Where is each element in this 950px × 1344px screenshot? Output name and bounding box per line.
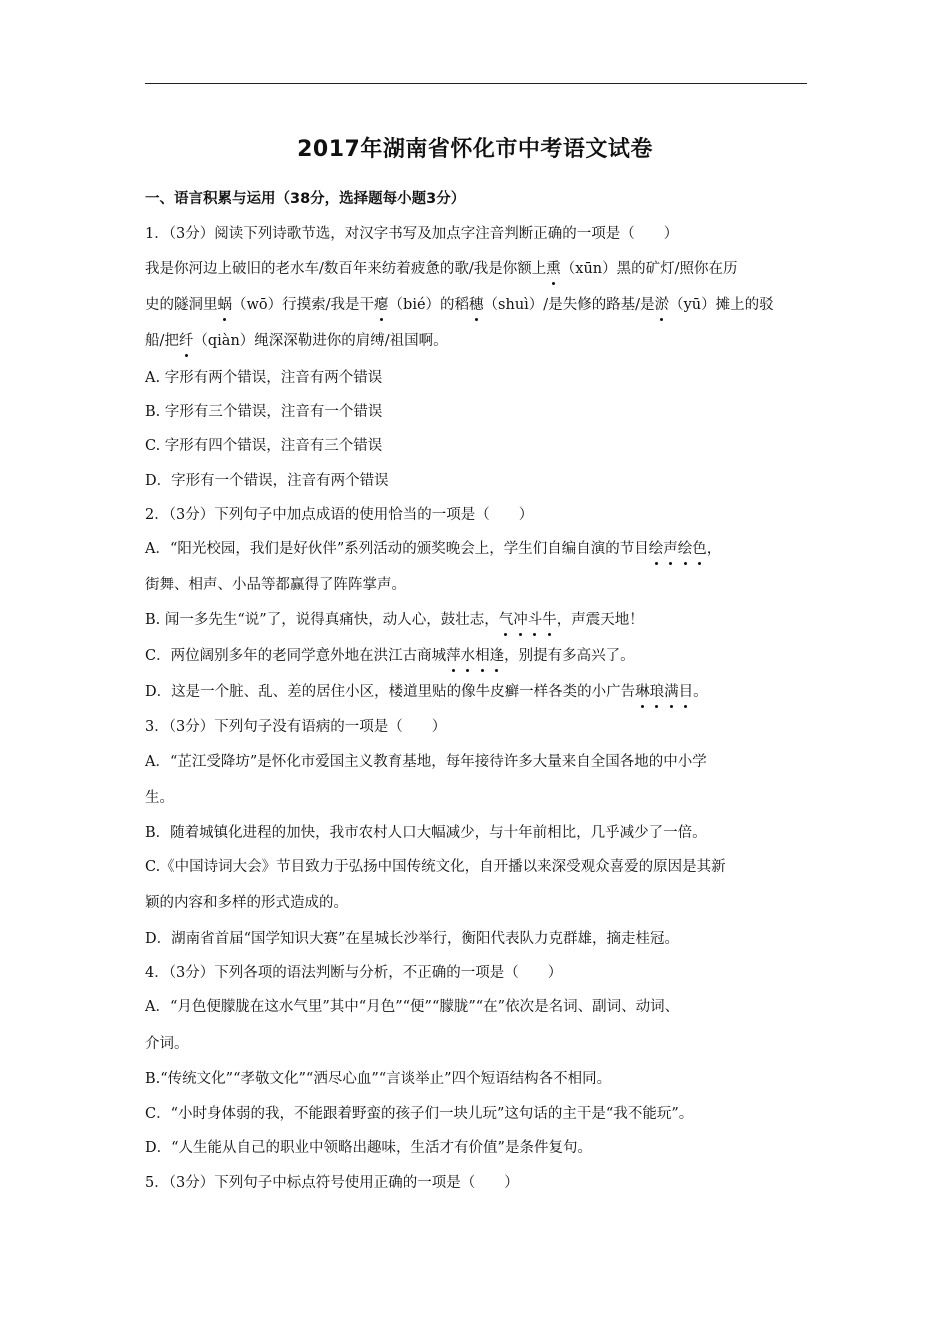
dotted-char: 萍 xyxy=(446,648,461,664)
q1-poem-line-1: 我是你河边上破旧的老水车/数百年来纺着疲惫的歌/我是你额上熏（xūn）黑的矿灯/照你在历 xyxy=(145,261,738,277)
dotted-char: 淤 xyxy=(654,297,670,313)
q3-stem: 3．（3分）下列句子没有语病的一项是（ ） xyxy=(145,719,447,735)
q2-stem: 2．（3分）下列句子中加点成语的使用恰当的一项是（ ） xyxy=(145,507,534,523)
dotted-char: 满 xyxy=(664,684,679,700)
dotted-char: 声 xyxy=(663,541,678,557)
header-rule xyxy=(145,83,807,84)
dotted-char: 熏 xyxy=(546,261,561,277)
dotted-idiom xyxy=(635,684,693,700)
page-title: 2017年湖南省怀化市中考语文试卷 xyxy=(297,137,653,162)
q5-stem: 5．（3分）下列句子中标点符号使用正确的一项是（ ） xyxy=(145,1175,519,1191)
dotted-char: 气 xyxy=(498,612,514,628)
q1-stem: 1．（3分）阅读下列诗歌节选，对汉字书写及加点字注音判断正确的一项是（ ） xyxy=(145,226,679,242)
q1-poem-line-2: 史的隧洞里蜗（wō）行摸索/我是干瘪（bié）的稻穗（shuì）/是失修的路基/是淤（yū）摊上的驳 xyxy=(145,297,774,313)
dotted-char: 冲 xyxy=(513,612,528,628)
q1-option-b: B. 字形有三个错误，注音有一个错误 xyxy=(145,404,383,420)
dotted-char: 绘 xyxy=(648,541,664,557)
dotted-char: 琳 xyxy=(635,684,650,700)
q3-option-c-line-1: C.《中国诗词大会》节目致力于弘扬中国传统文化，自开播以来深受观众喜爱的原因是其新 xyxy=(145,859,726,875)
q1-option-c: C. 字形有四个错误，注音有三个错误 xyxy=(145,438,383,454)
q3-option-c-line-2: 颖的内容和多样的形式造成的。 xyxy=(145,895,348,911)
dotted-char: 蜗 xyxy=(217,297,232,313)
q2-option-a-line-1: A．“阳光校园，我们是好伙伴”系列活动的颁奖晚会上，学生们自编自演的节目绘声绘色， xyxy=(145,541,722,557)
section-heading: 一、语言积累与运用（38分，选择题每小题3分） xyxy=(145,191,466,207)
q1-poem-line-3: 船/把纤（qiàn）绳深深勒进你的肩缚/祖国啊。 xyxy=(145,333,448,349)
q4-stem: 4．（3分）下列各项的语法判断与分析，不正确的一项是（ ） xyxy=(145,965,563,981)
q2-option-d: D．这是一个脏、乱、差的居住小区，楼道里贴的像牛皮癣一样各类的小广告琳琅满目。 xyxy=(145,684,708,700)
q2-option-a-line-2: 街舞、相声、小品等都赢得了阵阵掌声。 xyxy=(145,577,406,593)
q4-option-a-line-1: A．“月色便朦胧在这水气里”其中“月色”“便”“朦胧”“在”依次是名词、副词、动词、 xyxy=(145,999,680,1015)
q3-option-a-line-2: 生。 xyxy=(145,790,174,806)
dotted-char: 目 xyxy=(678,684,694,700)
dotted-idiom xyxy=(649,541,707,557)
q4-option-c: C．“小时身体弱的我，不能跟着野蛮的孩子们一块儿玩”这句话的主干是“我不能玩”。 xyxy=(145,1106,694,1122)
q2-option-c: C．两位阔别多年的老同学意外地在洪江古商城萍水相逢，别提有多高兴了。 xyxy=(145,648,635,664)
q2-option-b: B. 闻一多先生“说”了，说得真痛快，动人心，鼓壮志，气冲斗牛，声震天地！ xyxy=(145,612,644,628)
q3-option-a-line-1: A．“芷江受降坊”是怀化市爱国主义教育基地，每年接待许多大量来自全国各地的中小学 xyxy=(145,754,707,770)
q4-option-a-line-2: 介词。 xyxy=(145,1036,189,1052)
q3-option-b: B．随着城镇化进程的加快，我市农村人口大幅减少，与十年前相比，几乎减少了一倍。 xyxy=(145,825,707,841)
q4-option-d: D．“人生能从自己的职业中领略出趣味，生活才有价值”是条件复句。 xyxy=(145,1140,592,1156)
dotted-char: 斗 xyxy=(527,612,543,628)
dotted-char: 纤 xyxy=(178,333,194,349)
q4-option-b: B.“传统文化”“孝敬文化”“洒尽心血”“言谈举止”四个短语结构各不相同。 xyxy=(145,1071,612,1087)
dotted-char: 逢 xyxy=(489,648,505,664)
dotted-char: 水 xyxy=(460,648,476,664)
q3-option-d: D．湖南省首届“国学知识大赛”在星城长沙举行，衡阳代表队力克群雄，摘走桂冠。 xyxy=(145,931,679,947)
dotted-char: 色 xyxy=(692,541,707,557)
dotted-char: 牛 xyxy=(542,612,557,628)
dotted-idiom xyxy=(446,648,504,664)
dotted-char: 琅 xyxy=(649,684,665,700)
dotted-char: 绘 xyxy=(677,541,693,557)
dotted-char: 穗 xyxy=(469,297,484,313)
q1-option-d: D．字形有一个错误，注音有两个错误 xyxy=(145,473,389,489)
dotted-idiom xyxy=(499,612,557,628)
dotted-char: 相 xyxy=(475,648,490,664)
q1-option-a: A. 字形有两个错误，注音有两个错误 xyxy=(145,370,383,386)
dotted-char: 瘪 xyxy=(374,297,389,313)
